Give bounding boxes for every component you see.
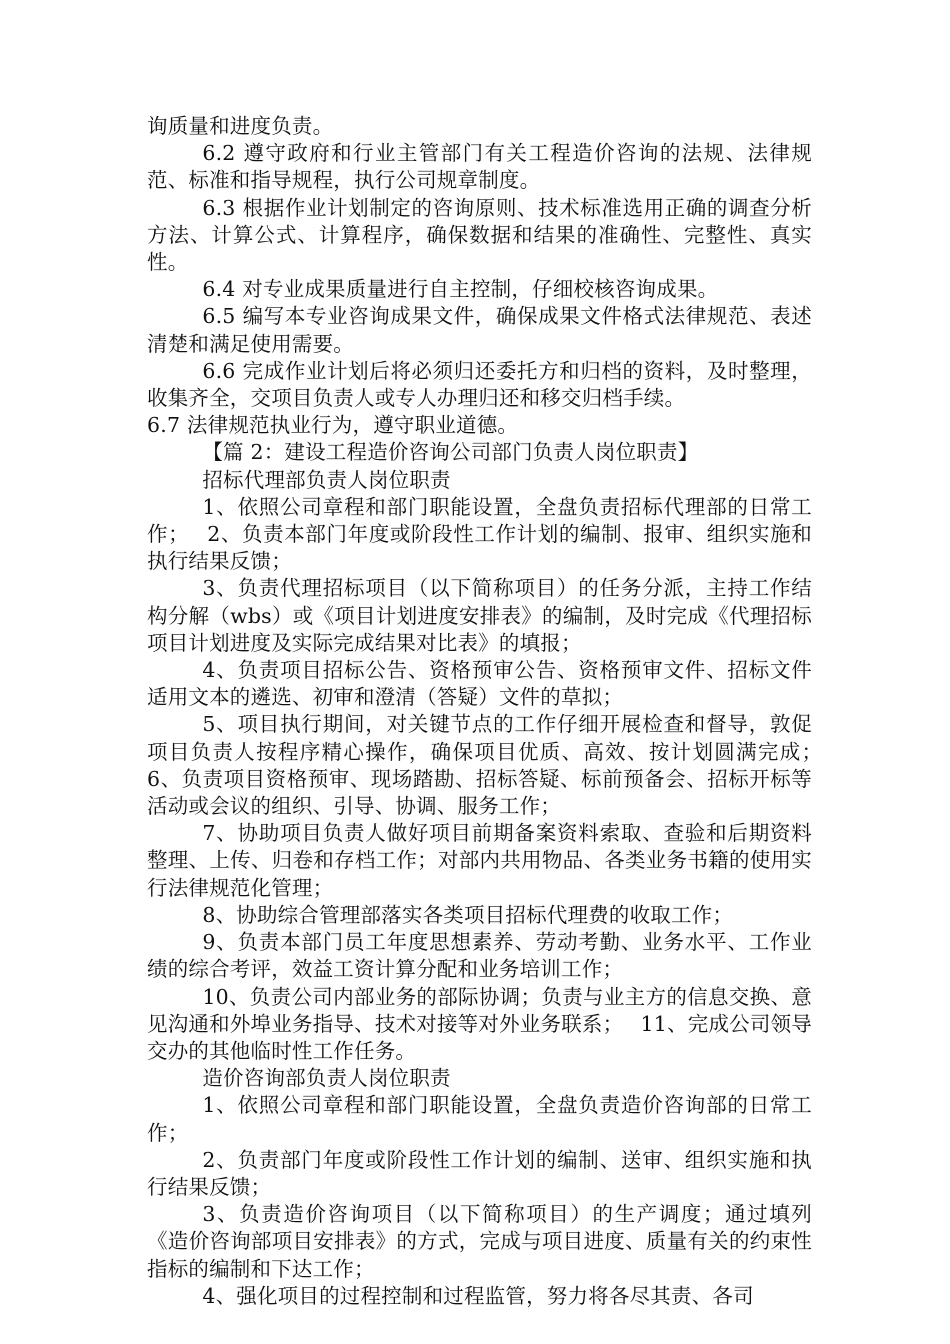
paragraph: 2、负责部门年度或阶段性工作计划的编制、送审、组织实施和执行结果反馈； xyxy=(147,1147,812,1199)
paragraph: 造价咨询部负责人岗位职责 xyxy=(202,1066,451,1091)
paragraph: 3、负责造价咨询项目（以下简称项目）的生产调度；通过填列《造价咨询部项目安排表》的方式，完成与项目进度、质量有关的约束性指标的编制和下达工作； xyxy=(147,1202,812,1281)
paragraph: 【篇 2：建设工程造价咨询公司部门负责人岗位职责】 xyxy=(202,440,699,465)
paragraph: 6.6 完成作业计划后将必须归还委托方和归档的资料，及时整理，收集齐全，交项目负责人或专人办理归还和移交归档手续。 xyxy=(147,358,812,411)
paragraph: 6.2 遵守政府和行业主管部门有关工程造价咨询的法规、法律规范、标准和指导规程，执行公司规章制度。 xyxy=(147,141,812,193)
paragraph: 6.7 法律规范执业行为，遵守职业道德。 xyxy=(147,413,519,438)
paragraph: 1、依照公司章程和部门职能设置，全盘负责招标代理部的日常工作； 2、负责本部门年度或阶段性工作计划的编制、报审、组织实施和执行结果反馈； xyxy=(147,494,812,574)
paragraph: 8、协助综合管理部落实各类项目招标代理费的收取工作； xyxy=(202,902,734,927)
paragraph: 9、负责本部门员工年度思想素养、劳动考勤、业务水平、工作业绩的综合考评，效益工资计算分配和业务培训工作； xyxy=(147,930,812,982)
paragraph: 5、项目执行期间，对关键节点的工作仔细开展检查和督导，敦促项目负责人按程序精心操作，确保项目优质、高效、按计划圆满完成； 6、负责项目资格预审、现场踏勘、招标答疑、标前预备会、招标开标等活动或会议的组织、引导、协调、服务工作； xyxy=(147,712,840,819)
paragraph: 招标代理部负责人岗位职责 xyxy=(202,467,451,492)
paragraph: 6.3 根据作业计划制定的咨询原则、技术标准选用正确的调查分析方法、计算公式、计算程序，确保数据和结果的准确性、完整性、真实性。 xyxy=(147,195,812,275)
paragraph: 1、依照公司章程和部门职能设置，全盘负责造价咨询部的日常工作； xyxy=(147,1093,812,1145)
paragraph: 10、负责公司内部业务的部际协调；负责与业主方的信息交换、意见沟通和外埠业务指导、技术对接等对外业务联系； 11、完成公司领导交办的其他临时性工作任务。 xyxy=(147,984,812,1063)
paragraph: 7、协助项目负责人做好项目前期备案资料索取、查验和后期资料整理、上传、归卷和存档工作；对部内共用物品、各类业务书籍的使用实行法律规范化管理； xyxy=(147,821,812,900)
paragraph: 4、强化项目的过程控制和过程监管，努力将各尽其责、各司 xyxy=(202,1283,754,1308)
paragraph: 询质量和进度负责。 xyxy=(147,114,334,138)
paragraph: 6.4 对专业成果质量进行自主控制，仔细校核咨询成果。 xyxy=(202,277,719,302)
paragraph: 6.5 编写本专业咨询成果文件，确保成果文件格式法律规范、表述清楚和满足使用需要。 xyxy=(147,304,812,356)
paragraph: 4、负责项目招标公告、资格预审公告、资格预审文件、招标文件适用文本的遴选、初审和澄清（答疑）文件的草拟； xyxy=(147,658,812,710)
document-body xyxy=(147,113,840,1310)
paragraph: 3、负责代理招标项目（以下简称项目）的任务分派，主持工作结构分解（wbs）或《项目计划进度安排表》的编制，及时完成《代理招标项目计划进度及实际完成结果对比表》的填报； xyxy=(147,576,812,655)
